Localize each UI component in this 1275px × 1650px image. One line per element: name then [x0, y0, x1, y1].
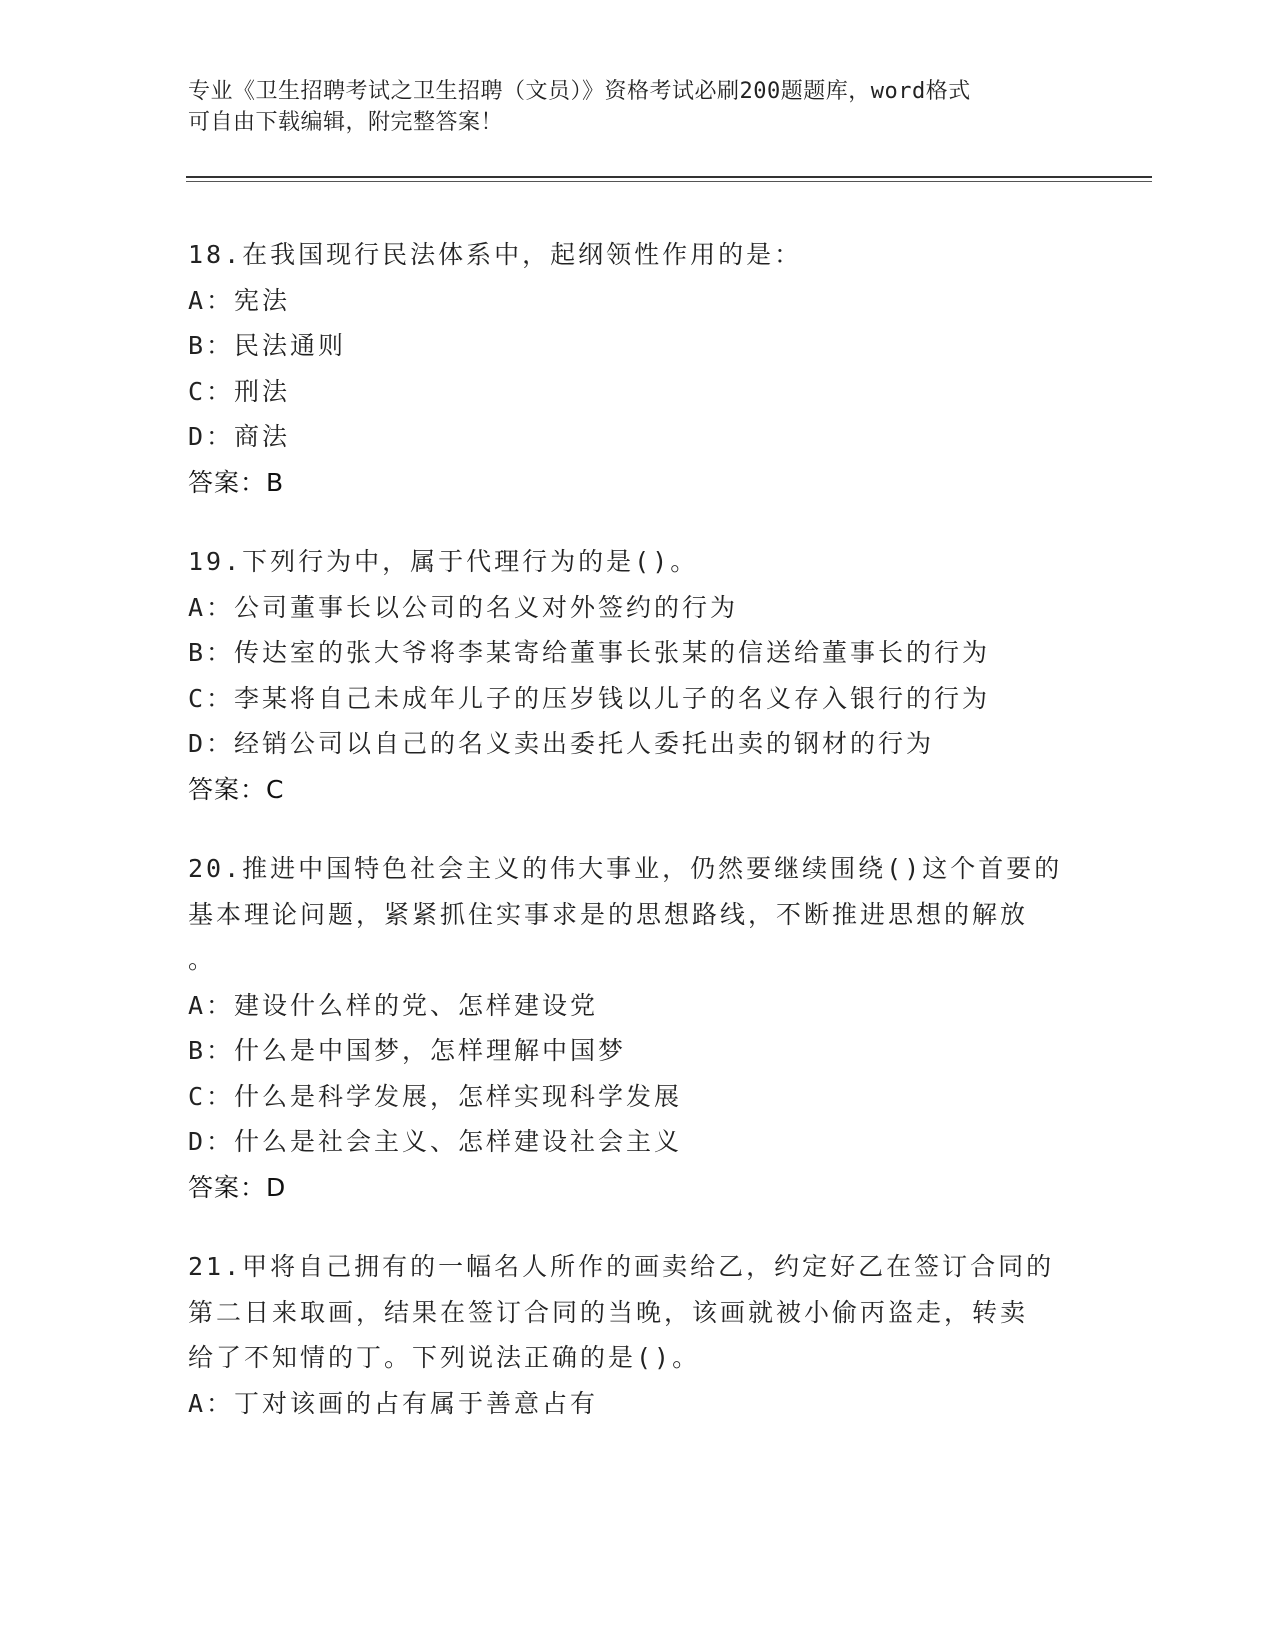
- header-divider-thick: [186, 176, 1152, 178]
- option-a: A：宪法: [188, 285, 291, 315]
- question-21: [188, 1244, 1088, 1426]
- question-20: [188, 846, 1088, 1210]
- header-line-1: 专业《卫生招聘考试之卫生招聘（文员）》资格考试必刷200题题库，word格式: [188, 79, 971, 104]
- question-stem-line: 21.甲将自己拥有的一幅名人所作的画卖给乙，约定好乙在签订合同的: [188, 1252, 1055, 1281]
- question-stem-line: 第二日来取画，结果在签订合同的当晚，该画就被小偷丙盗走，转卖: [188, 1297, 1029, 1327]
- question-stem-line: 基本理论问题，紧紧抓住实事求是的思想路线，不断推进思想的解放: [188, 899, 1029, 929]
- option-b: B：民法通则: [188, 331, 347, 360]
- option-a: A：丁对该画的占有属于善意占有: [188, 1388, 599, 1418]
- document-header: [188, 76, 1068, 138]
- option-a: A：公司董事长以公司的名义对外签约的行为: [188, 592, 739, 622]
- header-line-2: 可自由下载编辑，附完整答案！: [188, 110, 504, 135]
- answer-line: 答案：D: [188, 1172, 287, 1202]
- option-b: B：什么是中国梦，怎样理解中国梦: [188, 1036, 627, 1065]
- option-c: C：刑法: [188, 376, 291, 406]
- answer-line: 答案：C: [188, 774, 285, 804]
- question-stem-line: 20.推进中国特色社会主义的伟大事业，仍然要继续围绕()这个首要的: [188, 854, 1063, 883]
- question-stem-line: 19.下列行为中，属于代理行为的是()。: [188, 547, 699, 576]
- question-18: [188, 232, 1088, 505]
- question-stem-line: 。: [188, 945, 217, 974]
- question-stem-line: 给了不知情的丁。下列说法正确的是()。: [188, 1343, 701, 1372]
- option-c: C：什么是科学发展，怎样实现科学发展: [188, 1081, 683, 1111]
- question-19: [188, 539, 1088, 812]
- option-a: A：建设什么样的党、怎样建设党: [188, 990, 599, 1020]
- option-d: D：什么是社会主义、怎样建设社会主义: [188, 1127, 683, 1156]
- option-b: B：传达室的张大爷将李某寄给董事长张某的信送给董事长的行为: [188, 638, 991, 667]
- option-c: C：李某将自己未成年儿子的压岁钱以儿子的名义存入银行的行为: [188, 683, 991, 713]
- question-stem-line: 18.在我国现行民法体系中，起纲领性作用的是：: [188, 240, 803, 269]
- question-list: [188, 232, 1088, 1460]
- answer-line: 答案：B: [188, 467, 285, 497]
- header-divider-thin: [186, 181, 1152, 182]
- option-d: D：商法: [188, 422, 291, 451]
- option-d: D：经销公司以自己的名义卖出委托人委托出卖的钢材的行为: [188, 729, 935, 758]
